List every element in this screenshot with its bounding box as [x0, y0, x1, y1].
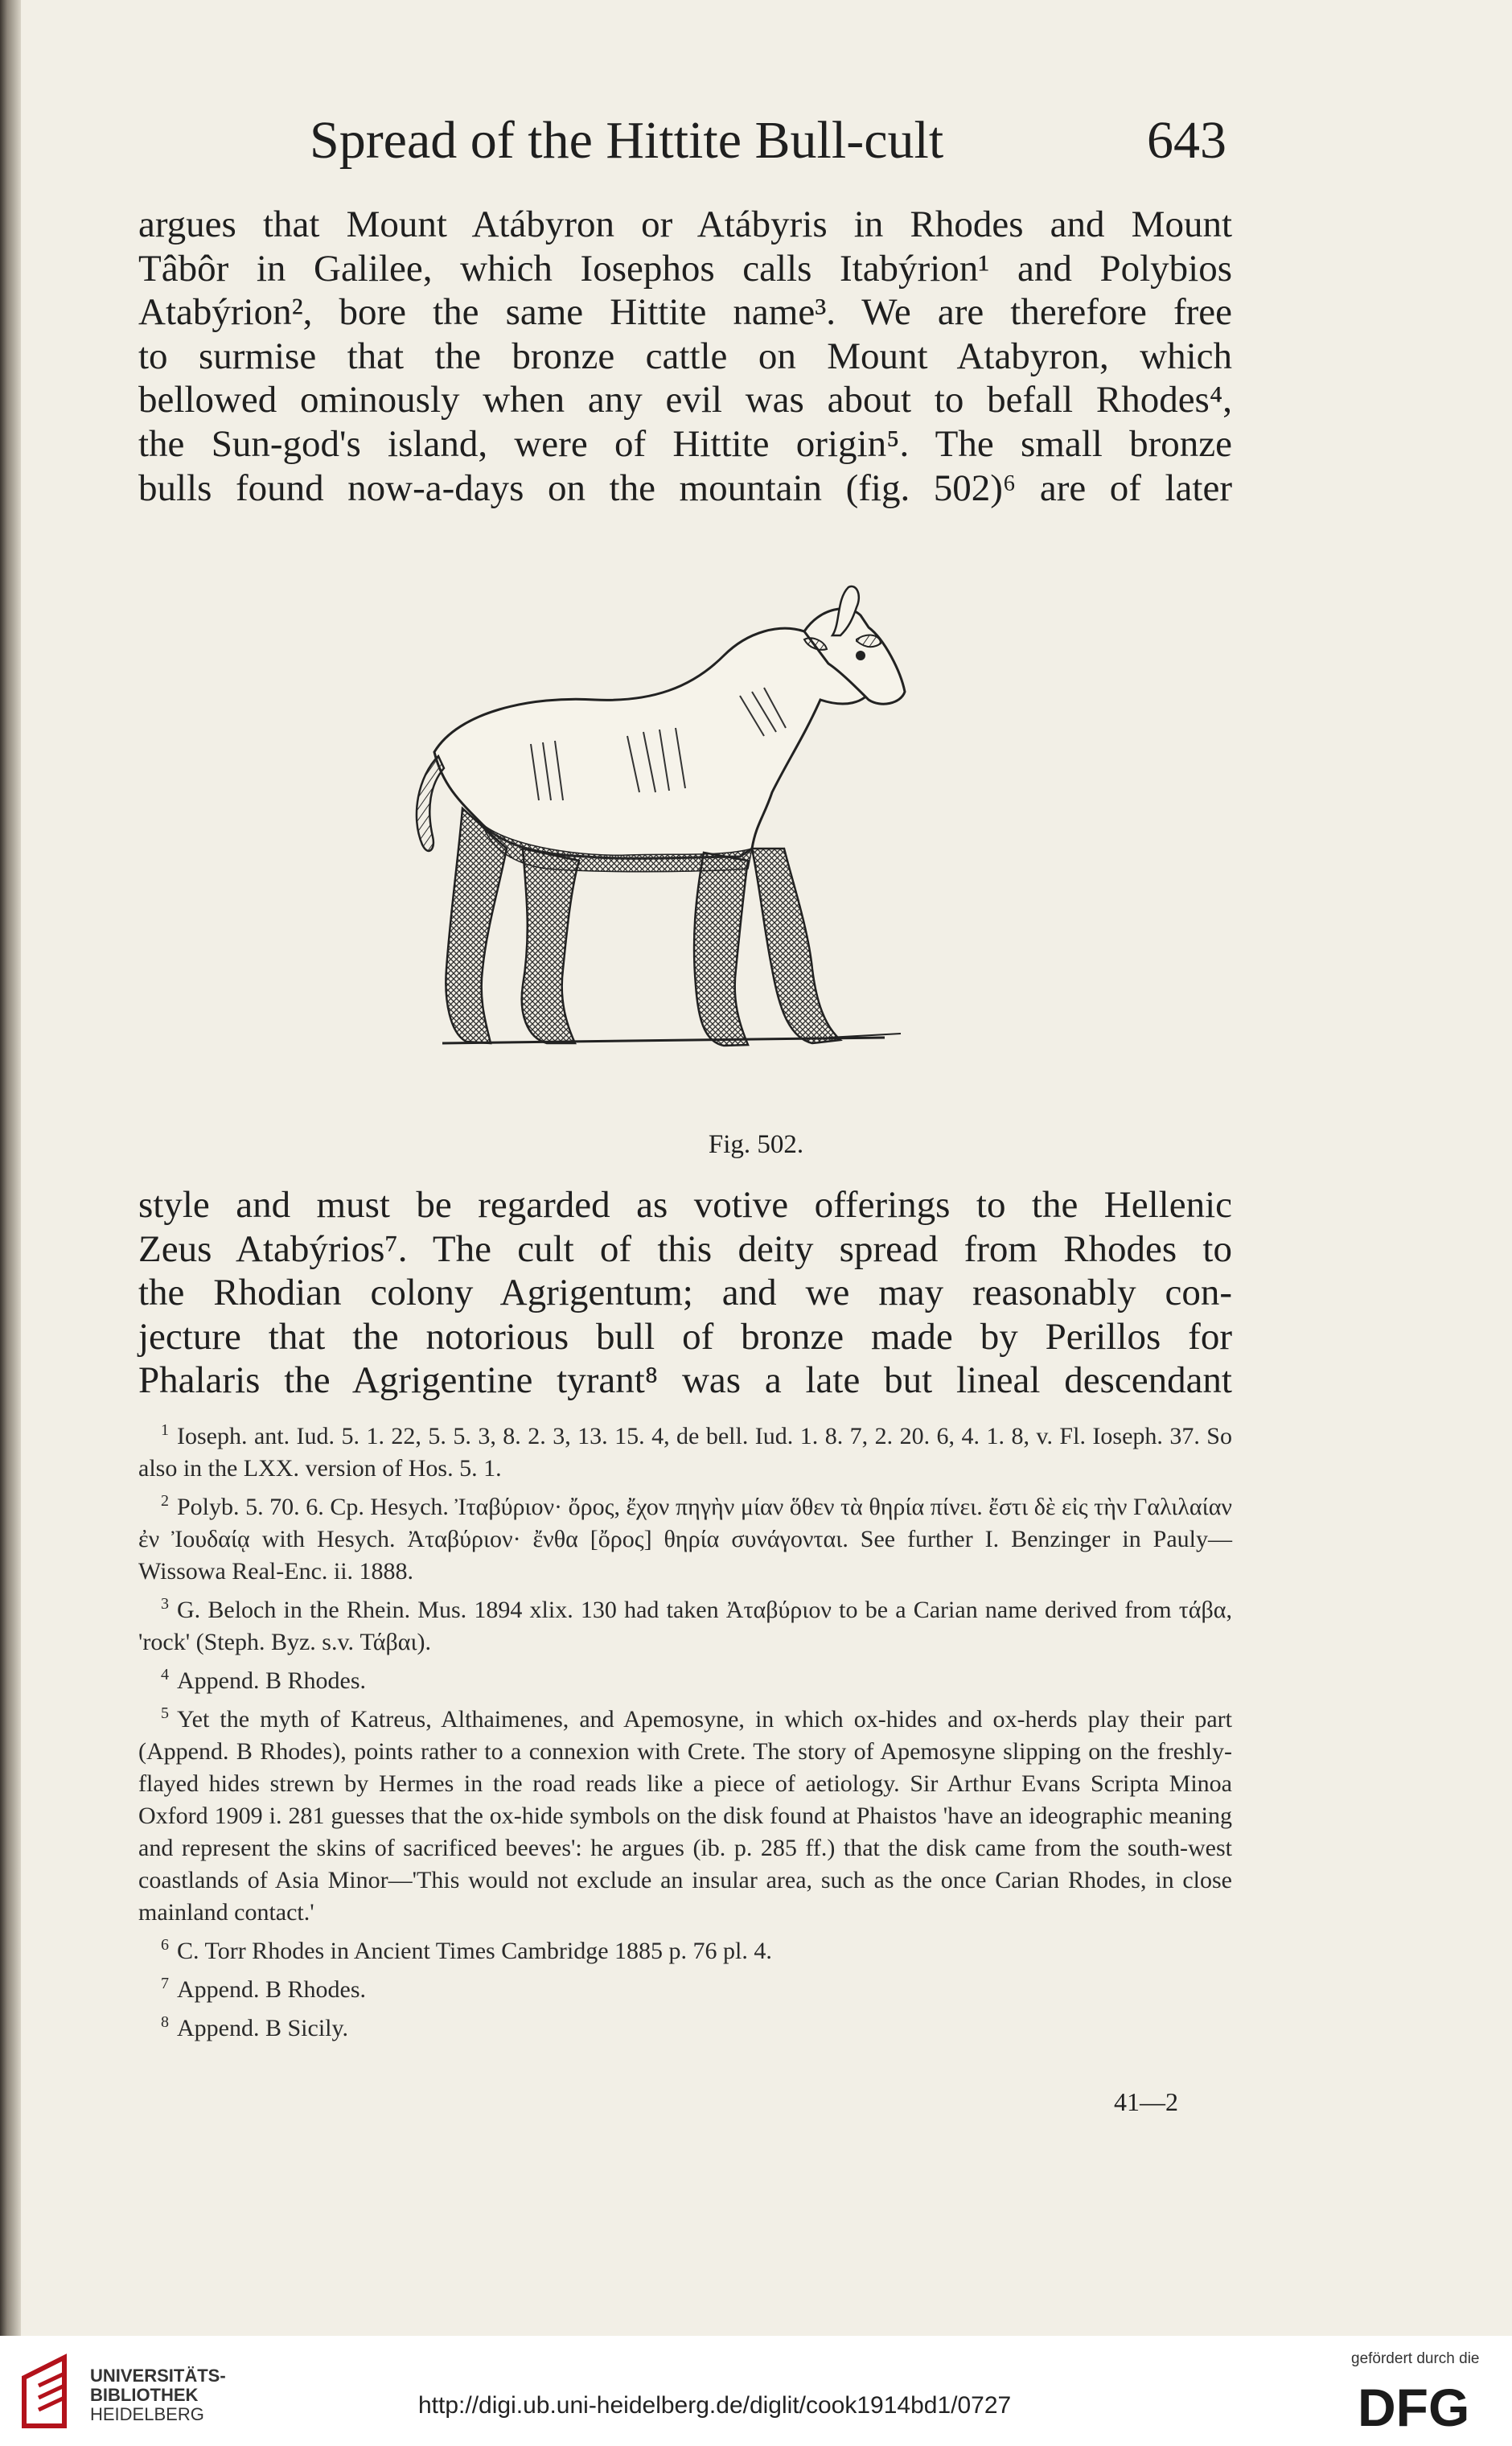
digitization-footer [0, 2336, 1512, 2446]
signature-mark: 41—2 [1114, 2087, 1178, 2116]
footnote: $^2$ Polyb. 5. 70. 6. Cp. Hesych. Ἰταβύριον· ὄρος, ἔχον πηγὴν μίαν ὅθεν τὰ θηρία πίνει. ἔστι δὲ εἰς τὴν Γαλιλαίαν ἐν Ἰουδαίᾳ with Hesych. Ἀταβύριον· ἔνθα [ὄρος] θηρία συνάγονται. See further I. Benzinger in Pauly—Wissowa Real-Enc. ii. 1888. [138, 1492, 1232, 1585]
footnote: $^4$ Append. B Rhodes. [161, 1666, 366, 1694]
body-line: the Rhodian colony Agrigentum; and we may reasonably con- [138, 1272, 1232, 1314]
bull-figure [386, 551, 997, 1082]
body-line: jecture that the notorious bull of bronze made by Perillos for [138, 1315, 1232, 1358]
bronze-bull-illustration [386, 551, 997, 1082]
body-line: argues that Mount Atábyron or Atábyris in Rhodes and Mount [138, 203, 1232, 245]
permalink[interactable]: http://digi.ub.uni-heidelberg.de/diglit/cook1914bd1/0727 [418, 2392, 1012, 2419]
svg-text:DFG: DFG [1358, 2378, 1470, 2434]
library-logo-icon [16, 2354, 97, 2434]
body-line: Tâbôr in Galilee, which Iosephos calls Itabýrion¹ and Polybios [138, 247, 1232, 290]
body-line: Atabýrion², bore the same Hittite name³. We are therefore free [138, 291, 1232, 334]
running-title: Spread of the Hittite Bull-cult [310, 111, 944, 170]
page-number: 643 [1147, 111, 1226, 170]
footnote: $^8$ Append. B Sicily. [161, 2013, 349, 2041]
body-line: bellowed ominously when any evil was about to befall Rhodes⁴, [138, 379, 1232, 421]
library-name: UNIVERSITÄTS- BIBLIOTHEK HEIDELBERG [90, 2366, 226, 2424]
dfg-logo-icon [1358, 2378, 1493, 2434]
body-line: the Sun-god's island, were of Hittite origin⁵. The small bronze [138, 422, 1232, 465]
footnote: $^5$ Yet the myth of Katreus, Althaimenes, and Apemosyne, in which ox-hides and ox-herds play their part (Append. B Rhodes), points rather to a connexion with Crete. The story of Apemosyne slipping on the freshly-flayed hides strewn by Hermes in the road reads like a piece of aetiology. Sir Arthur Evans Scripta Minoa Oxford 1909 i. 281 guesses that the ox-hide symbols on the disk found at Phaistos 'have an ideographic meaning and represent the skins of sacrificed beeves': he argues (ib. p. 285 ff.) that the disk came from the south-west coastlands of Asia Minor—'This would not exclude an insular area, such as the once Carian Rhodes, in close mainland contact.' [138, 1704, 1232, 1926]
page-spine-shadow [0, 0, 21, 2336]
running-header [310, 105, 1226, 177]
body-line: to surmise that the bronze cattle on Mount Atabyron, which [138, 335, 1232, 377]
footnote: $^3$ G. Beloch in the Rhein. Mus. 1894 xlix. 130 had taken Ἀταβύριον to be a Carian name derived from τάβα, 'rock' (Steph. Byz. s.v. Τάβαι). [138, 1595, 1232, 1655]
body-line: Zeus Atabýrios⁷. The cult of this deity spread from Rhodes to [138, 1227, 1232, 1270]
body-text-top [138, 203, 1232, 510]
figure-caption: Fig. 502. [708, 1130, 804, 1159]
footnotes [138, 1414, 1232, 2045]
footnote: $^7$ Append. B Rhodes. [161, 1975, 366, 2003]
funding-note: gefördert durch die [1351, 2350, 1480, 2367]
body-line: Phalaris the Agrigentine tyrant⁸ was a late but lineal descendant [138, 1359, 1232, 1402]
body-line: style and must be regarded as votive offerings to the Hellenic [138, 1184, 1232, 1226]
body-text-bottom [138, 1183, 1232, 1403]
body-line: bulls found now-a-days on the mountain (fig. 502)⁶ are of later [138, 467, 1232, 509]
footnote: $^6$ C. Torr Rhodes in Ancient Times Cambridge 1885 p. 76 pl. 4. [161, 1936, 772, 1964]
footnote: $^1$ Ioseph. ant. Iud. 5. 1. 22, 5. 5. 3, 8. 2. 3, 13. 15. 4, de bell. Iud. 1. 8. 7, 2. 20. 6, 4. 1. 8, v. Fl. Ioseph. 37. So also in the LXX. version of Hos. 5. 1. [138, 1421, 1232, 1482]
